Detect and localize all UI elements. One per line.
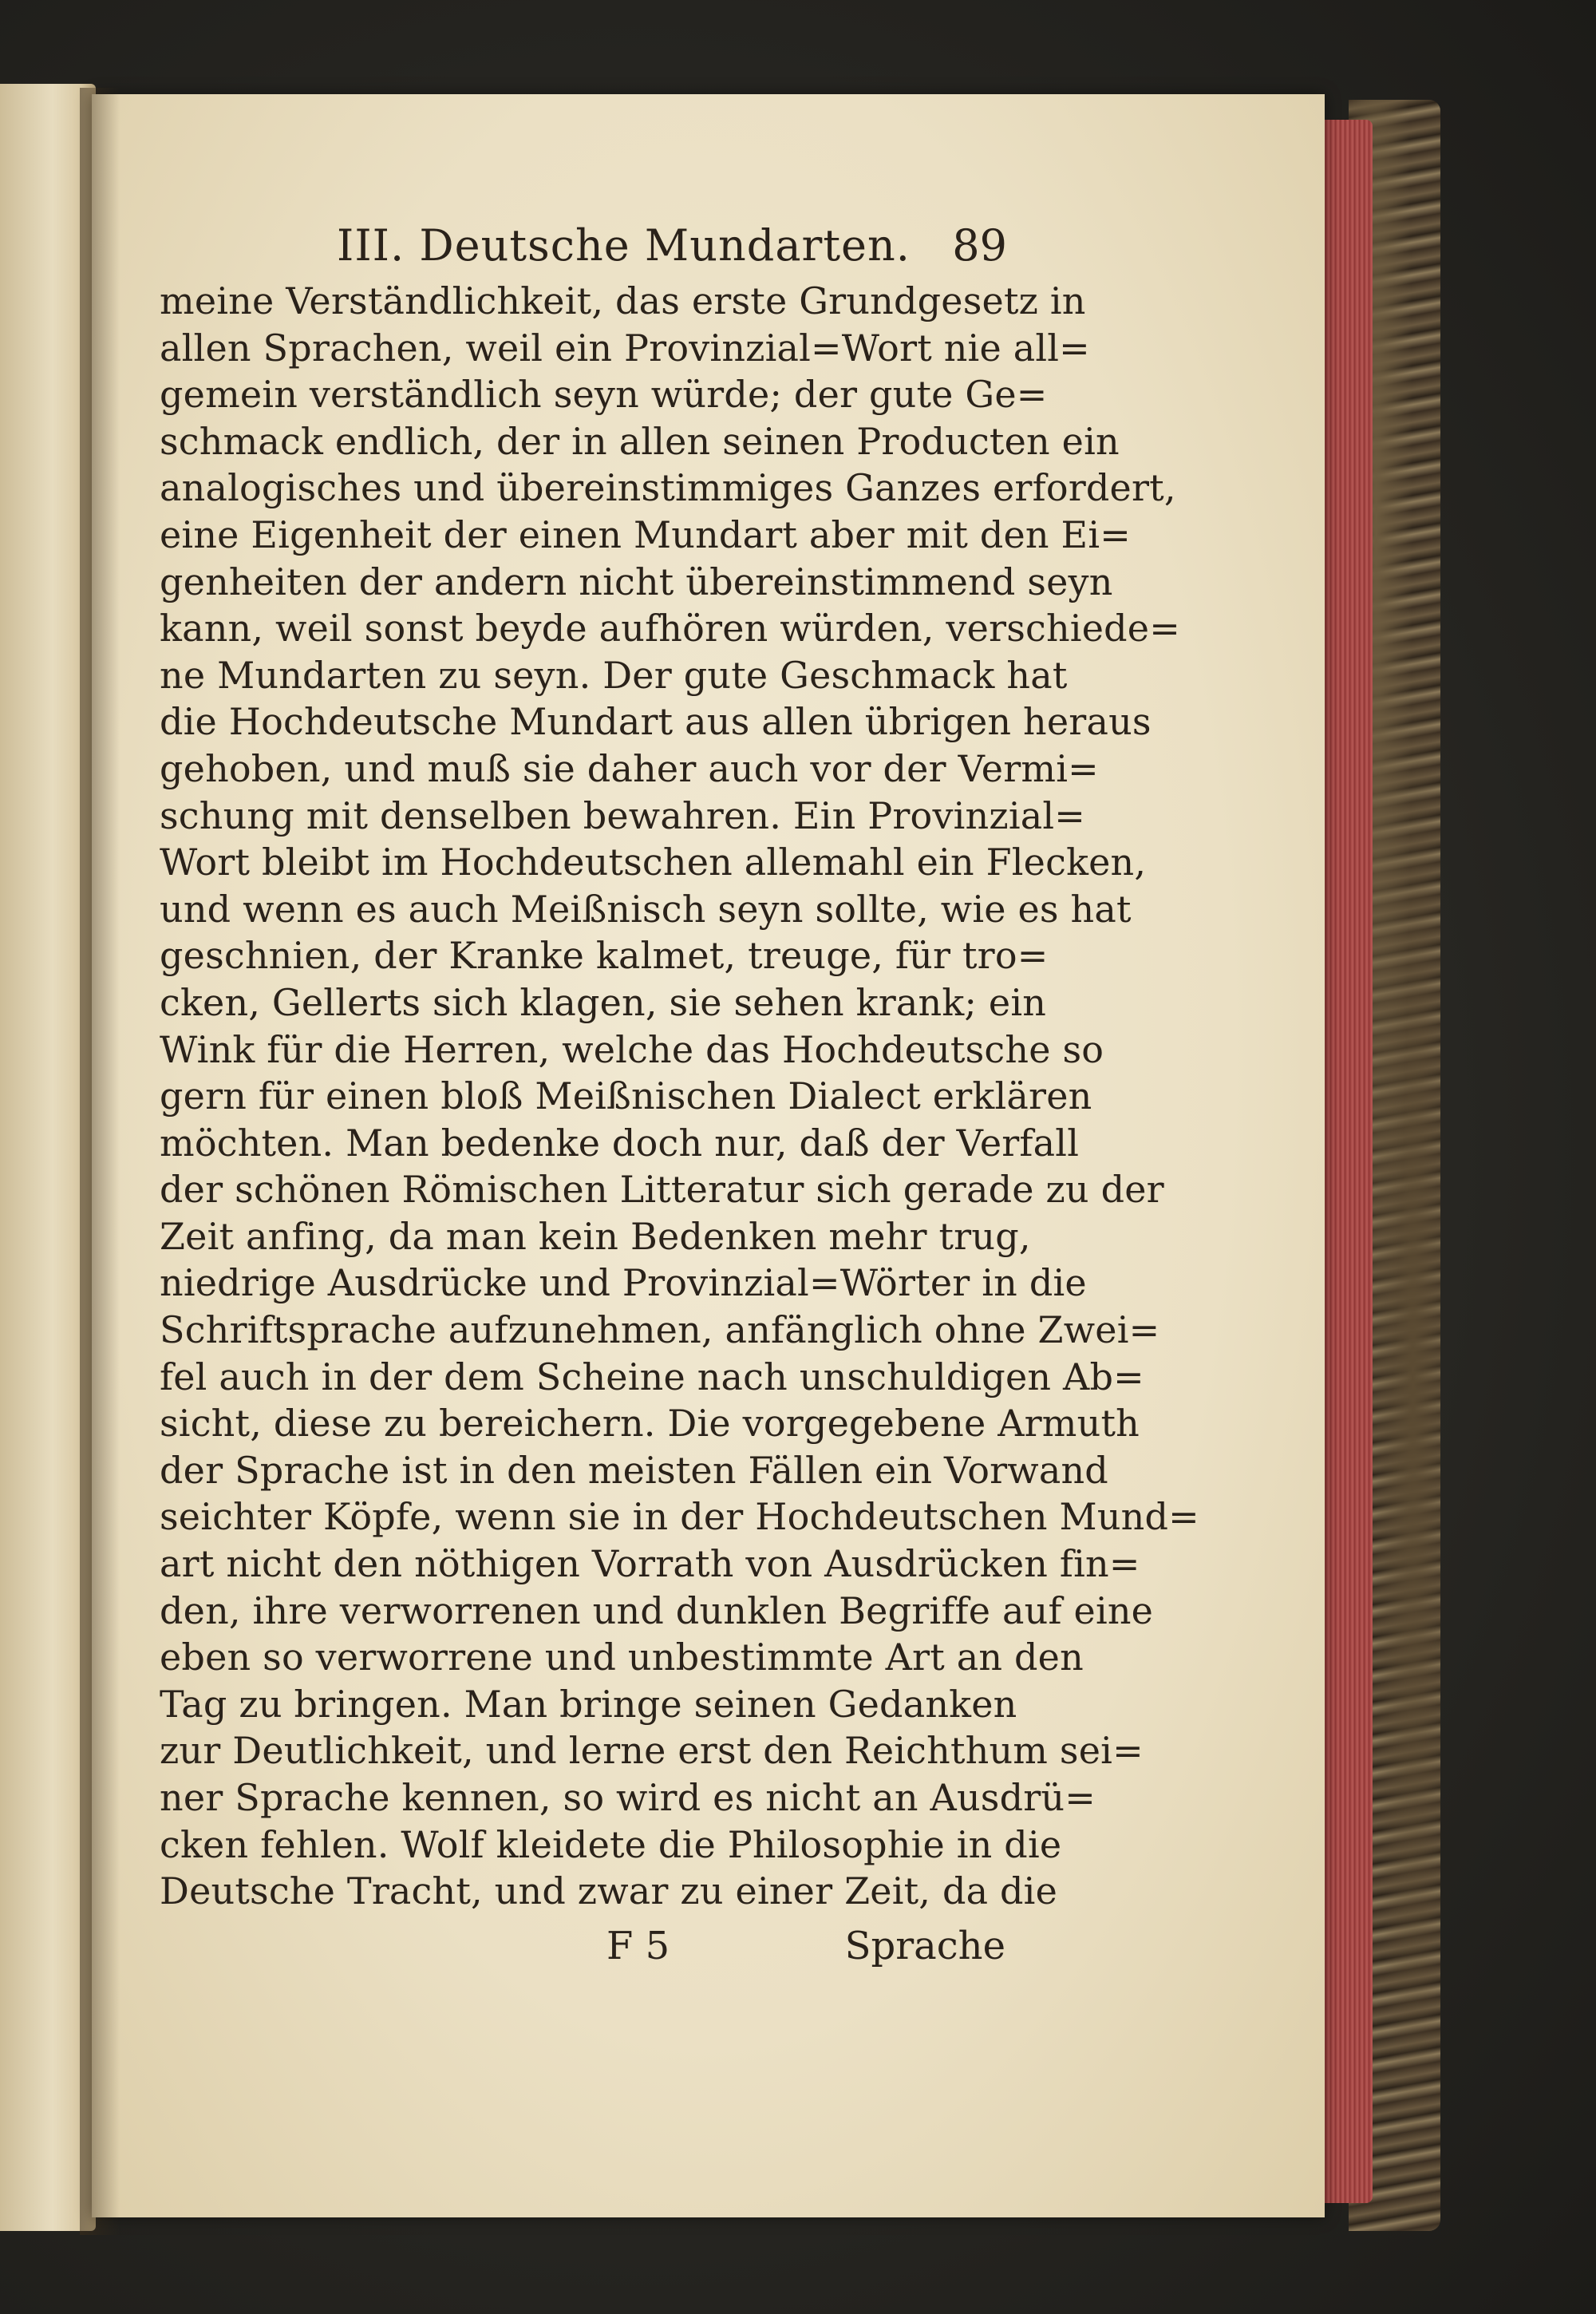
text-line: Schriftsprache aufzunehmen, anfänglich ohne Zwei= (160, 1308, 1160, 1352)
text-line: meine Verständlichkeit, das erste Grundgesetz in (160, 279, 1086, 322)
text-line: zur Deutlichkeit, und lerne erst den Reichthum sei= (160, 1729, 1144, 1773)
text-line: den, ihre verworrenen und dunklen Begriffe auf eine (160, 1588, 1154, 1632)
text-line: gehoben, und muß sie daher auch vor der Vermi= (160, 746, 1099, 790)
text-line: schmack endlich, der in allen seinen Producten ein (160, 419, 1120, 463)
running-head (160, 214, 1005, 278)
page-number: 89 (952, 220, 1007, 271)
text-line: eben so verworrene und unbestimmte Art an den (160, 1636, 1084, 1679)
text-line: niedrige Ausdrücke und Provinzial=Wörter in die (160, 1261, 1087, 1305)
catchword: Sprache (844, 1923, 1005, 1968)
text-line: der Sprache ist in den meisten Fällen ein Vorwand (160, 1448, 1108, 1492)
text-line: analogisches und übereinstimmiges Ganzes erfordert, (160, 466, 1176, 510)
text-line: Tag zu bringen. Man bringe seinen Gedanken (160, 1682, 1017, 1726)
signature-mark: F 5 (606, 1923, 670, 1968)
page-footer (160, 1918, 1005, 1974)
running-head-title: III. Deutsche Mundarten. (337, 220, 911, 271)
text-line: genheiten der andern nicht übereinstimmend seyn (160, 560, 1113, 603)
text-line: geschnien, der Kranke kalmet, treuge, für tro= (160, 934, 1049, 978)
text-line: allen Sprachen, weil ein Provinzial=Wort nie all= (160, 326, 1090, 370)
text-line: der schönen Römischen Litteratur sich gerade zu der (160, 1168, 1164, 1212)
text-line: und wenn es auch Meißnisch seyn sollte, wie es hat (160, 887, 1132, 931)
text-line: Wort bleibt im Hochdeutschen allemahl ein Flecken, (160, 841, 1147, 884)
text-line: ne Mundarten zu seyn. Der gute Geschmack hat (160, 653, 1068, 697)
text-line: fel auch in der dem Scheine nach unschuldigen Ab= (160, 1355, 1144, 1398)
text-line: art nicht den nöthigen Vorrath von Ausdrücken fin= (160, 1542, 1140, 1586)
text-line: Deutsche Tracht, und zwar zu einer Zeit, da die (160, 1869, 1058, 1913)
text-line: Wink für die Herren, welche das Hochdeutsche so (160, 1027, 1104, 1071)
text-line: schung mit denselben bewahren. Ein Provinzial= (160, 793, 1086, 837)
text-line: cken, Gellerts sich klagen, sie sehen krank; ein (160, 980, 1047, 1024)
text-line: gemein verständlich seyn würde; der gute Ge= (160, 373, 1048, 417)
body-text (160, 278, 1199, 1915)
text-line: seichter Köpfe, wenn sie in der Hochdeutschen Mund= (160, 1495, 1199, 1539)
text-line: ner Sprache kennen, so wird es nicht an Ausdrü= (160, 1776, 1096, 1819)
text-line: die Hochdeutsche Mundart aus allen übrigen heraus (160, 700, 1152, 744)
text-line: möchten. Man bedenke doch nur, daß der Verfall (160, 1121, 1080, 1165)
gutter-shadow (80, 88, 120, 2235)
text-line: sicht, diese zu bereichern. Die vorgegebene Armuth (160, 1402, 1140, 1446)
text-line: kann, weil sonst beyde aufhören würden, verschiede= (160, 607, 1180, 651)
text-line: cken fehlen. Wolf kleidete die Philosophie in die (160, 1822, 1062, 1866)
text-line: Zeit anfing, da man kein Bedenken mehr trug, (160, 1214, 1031, 1258)
page-text-block (160, 214, 1199, 1974)
red-page-edges (1317, 120, 1373, 2203)
text-line: gern für einen bloß Meißnischen Dialect erklären (160, 1074, 1092, 1118)
text-line: eine Eigenheit der einen Mundart aber mit den Ei= (160, 512, 1131, 556)
